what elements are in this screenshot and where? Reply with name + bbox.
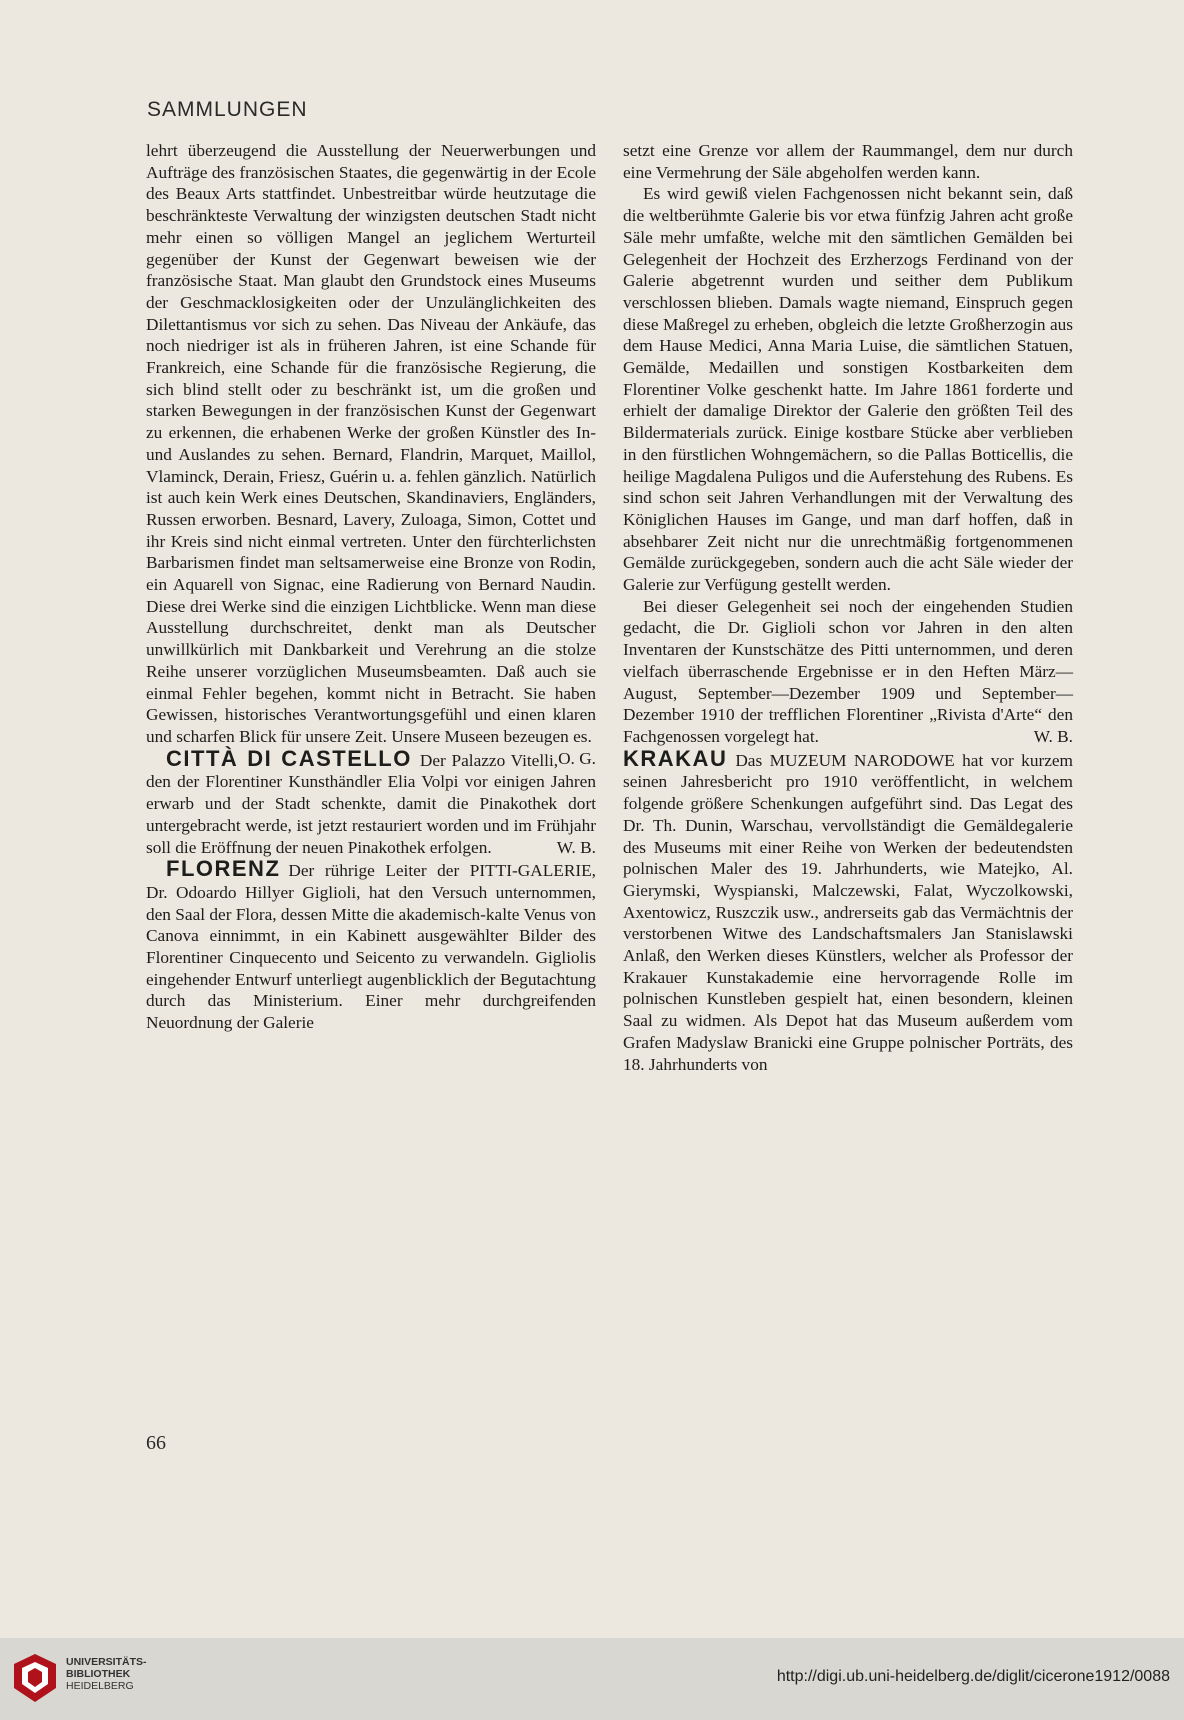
source-url-link[interactable]: http://digi.ub.uni-heidelberg.de/diglit/cicerone1912/0088: [776, 1668, 1170, 1685]
citta-text: Der Palazzo Vitelli, den der Florentiner Kunsthändler Elia Volpi vor einigen Jahren erwarb und der Stadt schenkte, damit die Pinakothek dort untergebracht werde, ist jetzt restauriert worden und im Frühjahr soll die Eröffnung der neuen Pinakothek erfolgen.: [146, 750, 596, 857]
right-paragraph-3-signature: W. B.: [1033, 726, 1073, 746]
left-column: [146, 140, 596, 1034]
intro-signature: O. G.: [558, 748, 596, 768]
citta-section: [146, 745, 596, 859]
citta-signature: W. B.: [556, 837, 596, 857]
krakau-title: KRAKAU: [623, 745, 728, 771]
library-logo-icon[interactable]: [12, 1652, 58, 1704]
library-name-line-3: HEIDELBERG: [66, 1680, 134, 1692]
right-paragraph-3-text: Bei dieser Gelegenheit sei noch der eingehenden Studien gedacht, die Dr. Giglioli schon vor Jahren in den alten Inventaren der Kunstschätze des Pitti unternommen, und deren vielfach überraschende Ergebnisse er in den Heften März—August, September—Dezember 1909 und September—Dezember 1910 der trefflichen Florentiner „Rivista d'Arte“ den Fachgenossen vorgelegt hat.: [623, 596, 1073, 746]
library-name-line-1: UNIVERSITÄTS-: [66, 1656, 147, 1668]
krakau-text: Das MUZEUM NARODOWE hat vor kurzem seinen Jahresbericht pro 1910 veröffentlicht, in welchem folgende größere Schenkungen aufgeführt sind. Das Legat des Dr. Th. Dunin, Warschau, vervollständigt die Gemäldegalerie des Museums mit einer Reihe von Werken der bedeutendsten polnischen Maler des 19. Jahrhunderts, wie Matejko, Al. Gierymski, Wyspianski, Malczewski, Falat, Wyczolkowski, Axentowicz, Ruszczik usw., andrerseits gab das Vermächtnis der verstorbenen Witwe des Landschaftsmalers Jan Stanislawski Anlaß, den Werken dieses Künstlers, welcher als Professor der Krakauer Kunstakademie eine hervorragende Rolle im polnischen Kunstleben gespielt hat, einen besondern, kleinen Saal zu widmen. Als Depot hat das Museum außerdem vom Grafen Madyslaw Branicki eine Gruppe polnischer Porträts, des 18. Jahrhunderts von: [623, 750, 1073, 1074]
florenz-section: [146, 858, 596, 1034]
right-column: [623, 140, 1073, 1075]
right-paragraph-1: setzt eine Grenze vor allem der Raummangel, dem nur durch eine Vermehrung der Säle abgeholfen werden kann.: [623, 141, 1073, 182]
library-name-line-2: BIBLIOTHEK: [66, 1668, 131, 1680]
florenz-text: Der rührige Leiter der PITTI-GALERIE, Dr. Odoardo Hillyer Giglioli, hat den Versuch unternommen, den Saal der Flora, dessen Mitte die akademisch-kalte Venus von Canova einnimmt, in ein Kabinett ausgewählter Bilder des Florentiner Cinquecento und Seicento zu verwandeln. Gigliolis eingehender Entwurf unterliegt augenblicklich der Begutachtung durch das Ministerium. Einer mehr durchgreifenden Neuordnung der Galerie: [146, 861, 596, 1033]
right-paragraph-3: [623, 596, 1073, 748]
running-head: SAMMLUNGEN: [147, 98, 308, 121]
footer-bar: [0, 1638, 1184, 1720]
florenz-title: FLORENZ: [166, 856, 281, 882]
right-paragraph-2: Es wird gewiß vielen Fachgenossen nicht bekannt sein, daß die weltberühmte Galerie bis vor etwa fünfzig Jahren acht große Säle mehr umfaßte, welche mit den sämtlichen Gemälden bei Gelegenheit der Hochzeit des Erzherzogs Ferdinand von der Galerie abgetrennt wurden und seither dem Publikum verschlossen blieben. Damals wagte niemand, Einspruch gegen diese Maßregel zu erheben, obgleich die letzte Großherzogin aus dem Hause Medici, Anna Maria Luise, die sämtlichen Statuen, Gemälde, Medaillen und sonstigen Kostbarkeiten dem Florentiner Volke geschenkt hatte. Im Jahre 1861 forderte und erhielt der damalige Direktor der Galerie den größten Teil des Bildermaterials zurück. Einige kostbare Stücke aber verblieben in den fürstlichen Wohngemächern, so die Pallas Botticellis, die heilige Magdalena Puligos und die Auferstehung des Rubens. Es sind schon seit Jahren Verhandlungen mit der Verwaltung des Königlichen Hauses im Gange, und man darf hoffen, daß in absehbarer Zeit nicht nur die unrechtmäßig fortgenommenen Gemälde zurückgegeben, sondern auch die acht Säle wieder der Galerie zur Verfügung gestellt werden.: [623, 184, 1073, 595]
intro-text: lehrt überzeugend die Ausstellung der Neuerwerbungen und Aufträge des französischen Staates, die gegenwärtig in der Ecole des Beaux Arts stattfindet. Unbestreitbar würde heutzutage die beschränkteste Verwaltung der winzigsten deutschen Stadt nicht mehr einen so völligen Mangel an jeglichem Werturteil gegenüber der Kunst der Gegenwart beweisen wie der französische Staat. Man glaubt den Grundstock eines Museums der Geschmacklosigkeiten oder der Unzulänglichkeiten des Dilettantismus vor sich zu sehen. Das Niveau der Ankäufe, das noch niedriger ist als in früheren Jahren, ist eine Schande für Frankreich, eine Schande für die französische Regierung, die sich blind stellt oder zu beschränkt ist, um die großen und starken Bewegungen in der französischen Kunst der Gegenwart zu erkennen, die erhabenen Werke der großen Künstler des In- und Auslandes zu sehen. Bernard, Flandrin, Marquet, Maillol, Vlaminck, Derain, Friesz, Guérin u. a. fehlen gänzlich. Natürlich ist auch kein Werk eines Deutschen, Skandinaviers, Engländers, Russen erworben. Besnard, Lavery, Zuloaga, Simon, Cottet und ihr Kreis sind nicht einmal vertreten. Unter den fürchterlichsten Barbarismen findet man seltsamerweise eine Bronze von Rodin, ein Aquarell von Signac, eine Radierung von Bernard Naudin. Diese drei Werke sind die einzigen Lichtblicke. Wenn man diese Ausstellung durchschreitet, denkt man als Deutscher unwillkürlich mit Dankbarkeit und Verehrung an die stolze Reihe unserer vorzüglichen Museumsbeamten. Daß auch sie einmal Fehler begehen, kommt nicht in Betracht. Sie haben Gewissen, historisches Verantwortungsgefühl und einen klaren und scharfen Blick für unsere Zeit. Unsere Museen bezeugen es.: [146, 141, 596, 746]
page-number: 66: [146, 1432, 166, 1454]
citta-title: CITTÀ DI CASTELLO: [166, 745, 412, 771]
library-name: [66, 1656, 147, 1692]
krakau-section: [623, 745, 1073, 1076]
